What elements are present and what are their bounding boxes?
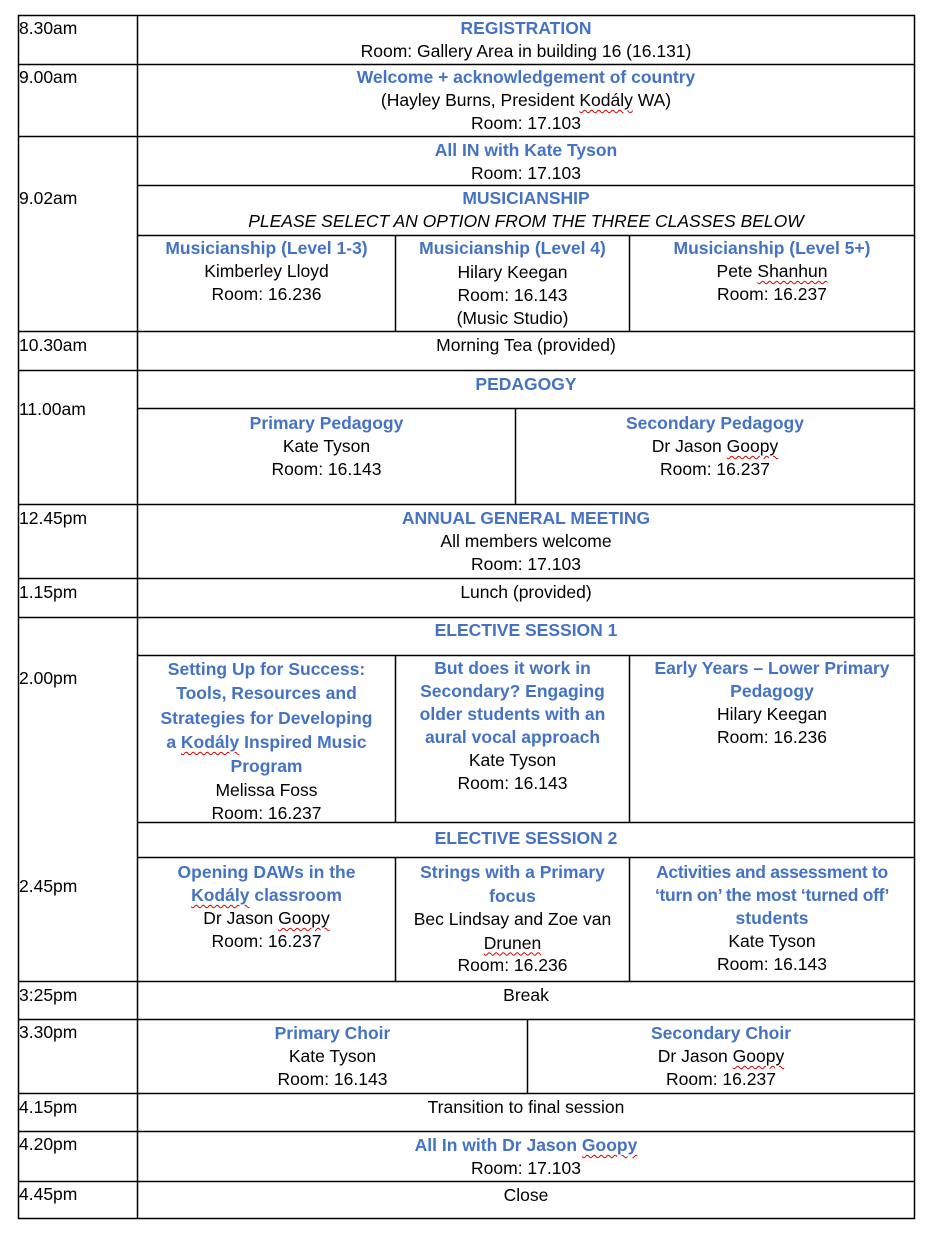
pedagogy-option: [516, 412, 914, 481]
elective-option: [630, 861, 914, 976]
room-label: Room: Gallery Area in building 16 (16.131): [360, 41, 692, 61]
room-label: Room: 16.143: [271, 459, 382, 479]
session-title: ANNUAL GENERAL MEETING: [401, 508, 651, 528]
time-label: 9.02am: [19, 188, 78, 208]
teacher-label: Dr Jason Goopy: [651, 436, 779, 456]
session-title: Welcome + acknowledgement of country: [356, 67, 696, 87]
time-label: 1.15pm: [19, 582, 78, 602]
break-label: Morning Tea (provided): [436, 335, 616, 355]
teacher-label: Kimberley Lloyd: [204, 261, 329, 281]
elective-2-cell: [138, 827, 914, 850]
presenter-label: (Hayley Burns, President Kodály WA): [380, 90, 672, 110]
pedagogy-cell: [138, 373, 914, 396]
session-title: All IN with Kate Tyson: [434, 140, 618, 160]
time-label: 4.20pm: [19, 1134, 78, 1154]
morning-tea-cell: [138, 334, 914, 357]
option-title: a Kodály Inspired Music: [166, 731, 367, 752]
option-title: Secondary? Engaging: [420, 681, 605, 701]
option-title: Secondary Choir: [650, 1023, 792, 1043]
option-title: Musicianship (Level 5+): [673, 238, 871, 258]
teacher-label: Dr Jason Goopy: [203, 908, 330, 928]
sub-label: All members welcome: [440, 531, 612, 551]
option-title: older students with an: [419, 704, 606, 724]
registration-cell: [138, 17, 914, 63]
option-title: Program: [230, 756, 303, 777]
elective-option: [396, 657, 629, 795]
session-title: MUSICIANSHIP: [462, 188, 590, 208]
time-label: 11.00am: [19, 399, 86, 419]
choir-option: [528, 1022, 914, 1091]
time-label: 4.15pm: [19, 1097, 78, 1117]
time-label: 4.45pm: [19, 1184, 78, 1204]
room-label: Room: 17.103: [471, 1158, 581, 1178]
option-title: Tools, Resources and: [176, 683, 357, 704]
session-title: ELECTIVE SESSION 2: [434, 828, 618, 848]
break-label: Lunch (provided): [460, 582, 592, 602]
pedagogy-option: [138, 412, 515, 481]
musicianship-cell: [138, 187, 914, 233]
elective-option: [630, 657, 914, 749]
time-label: 3.30pm: [19, 1022, 78, 1042]
room-label: Room: 16.237: [211, 931, 322, 951]
option-title: Early Years – Lower Primary: [654, 658, 890, 678]
teacher-label: Hilary Keegan: [457, 261, 568, 282]
class-option: [138, 237, 395, 306]
teacher-label: Kate Tyson: [468, 750, 557, 770]
elective-option: [138, 861, 395, 953]
elective-option: [138, 657, 395, 823]
option-title: Setting Up for Success:: [167, 659, 366, 679]
option-title: Primary Pedagogy: [249, 413, 404, 433]
time-label: 2.00pm: [19, 668, 78, 688]
room-label: Room: 17.103: [471, 113, 581, 133]
option-title: Strategies for Developing: [160, 707, 373, 728]
option-title: Primary Choir: [274, 1023, 391, 1043]
option-title: Strings with a Primary: [420, 862, 605, 882]
time-label: 3:25pm: [19, 985, 78, 1005]
option-title: Activities and assessment to: [656, 862, 888, 882]
option-title: ‘turn on’ the most ‘turned off’: [654, 885, 890, 905]
choir-option: [138, 1022, 527, 1091]
room-label: Room: 16.143: [457, 773, 568, 793]
class-option: [630, 237, 914, 306]
option-title: But does it work in: [434, 658, 591, 678]
room-label: Room: 16.237: [717, 284, 827, 304]
session-title: All In with Dr Jason Goopy: [414, 1135, 638, 1155]
transition-cell: [138, 1096, 914, 1119]
teacher-label: Dr Jason Goopy: [657, 1046, 785, 1066]
welcome-cell: [138, 66, 914, 135]
room-label: Room: 17.103: [471, 554, 581, 574]
close-label: Close: [503, 1185, 549, 1205]
time-label: 10.30am: [19, 335, 88, 355]
time-label: 2.45pm: [19, 876, 78, 896]
option-title: Opening DAWs in the: [177, 862, 356, 882]
teacher-label: Bec Lindsay and Zoe van: [413, 909, 612, 929]
teacher-label: Kate Tyson: [728, 931, 816, 951]
lunch-cell: [138, 581, 914, 604]
note-label: (Music Studio): [456, 307, 569, 328]
break-cell: [138, 984, 914, 1007]
room-label: Room: 16.237: [666, 1069, 776, 1089]
break-label: Transition to final session: [427, 1097, 625, 1117]
time-label: 9.00am: [19, 67, 78, 87]
room-label: Room: 16.143: [277, 1069, 388, 1089]
option-title: students: [735, 908, 809, 928]
option-title: focus: [489, 885, 536, 906]
option-title: Musicianship (Level 4): [419, 238, 606, 258]
session-title: ELECTIVE SESSION 1: [434, 620, 618, 640]
all-in-cell: [138, 139, 914, 185]
teacher-label: Pete Shanhun: [716, 261, 828, 281]
time-label: 12.45pm: [19, 508, 88, 528]
option-title: Pedagogy: [730, 681, 814, 701]
close-cell: [138, 1184, 914, 1207]
teacher-label: Hilary Keegan: [717, 704, 827, 724]
room-label: Room: 16.236: [717, 727, 827, 747]
elective-option: [396, 861, 629, 975]
option-title: aural vocal approach: [424, 727, 601, 747]
room-label: Room: 16.237: [660, 459, 770, 479]
class-option: [396, 237, 629, 329]
elective-1-cell: [138, 619, 914, 642]
session-title: PEDAGOGY: [475, 374, 577, 394]
room-label: Room: 16.236: [457, 955, 568, 975]
room-label: Room: 16.143: [457, 285, 568, 305]
agm-cell: [138, 507, 914, 576]
room-label: Room: 16.236: [211, 284, 322, 304]
teacher-label: Kate Tyson: [288, 1046, 377, 1066]
teacher-label: Kate Tyson: [282, 436, 371, 456]
final-all-in-cell: [138, 1134, 914, 1180]
session-title: REGISTRATION: [460, 18, 592, 38]
option-title: Musicianship (Level 1-3): [165, 238, 368, 258]
instruction-label: PLEASE SELECT AN OPTION FROM THE THREE CLASSES BELOW: [248, 211, 804, 231]
teacher-label: Drunen: [483, 932, 542, 953]
room-label: Room: 16.143: [717, 954, 827, 974]
room-label: Room: 16.237: [211, 802, 322, 823]
break-label: Break: [503, 985, 549, 1005]
room-label: Room: 17.103: [471, 163, 581, 183]
option-title: Kodály classroom: [191, 885, 342, 905]
option-title: Secondary Pedagogy: [626, 413, 804, 433]
time-label: 8.30am: [19, 18, 78, 38]
teacher-label: Melissa Foss: [215, 780, 318, 801]
